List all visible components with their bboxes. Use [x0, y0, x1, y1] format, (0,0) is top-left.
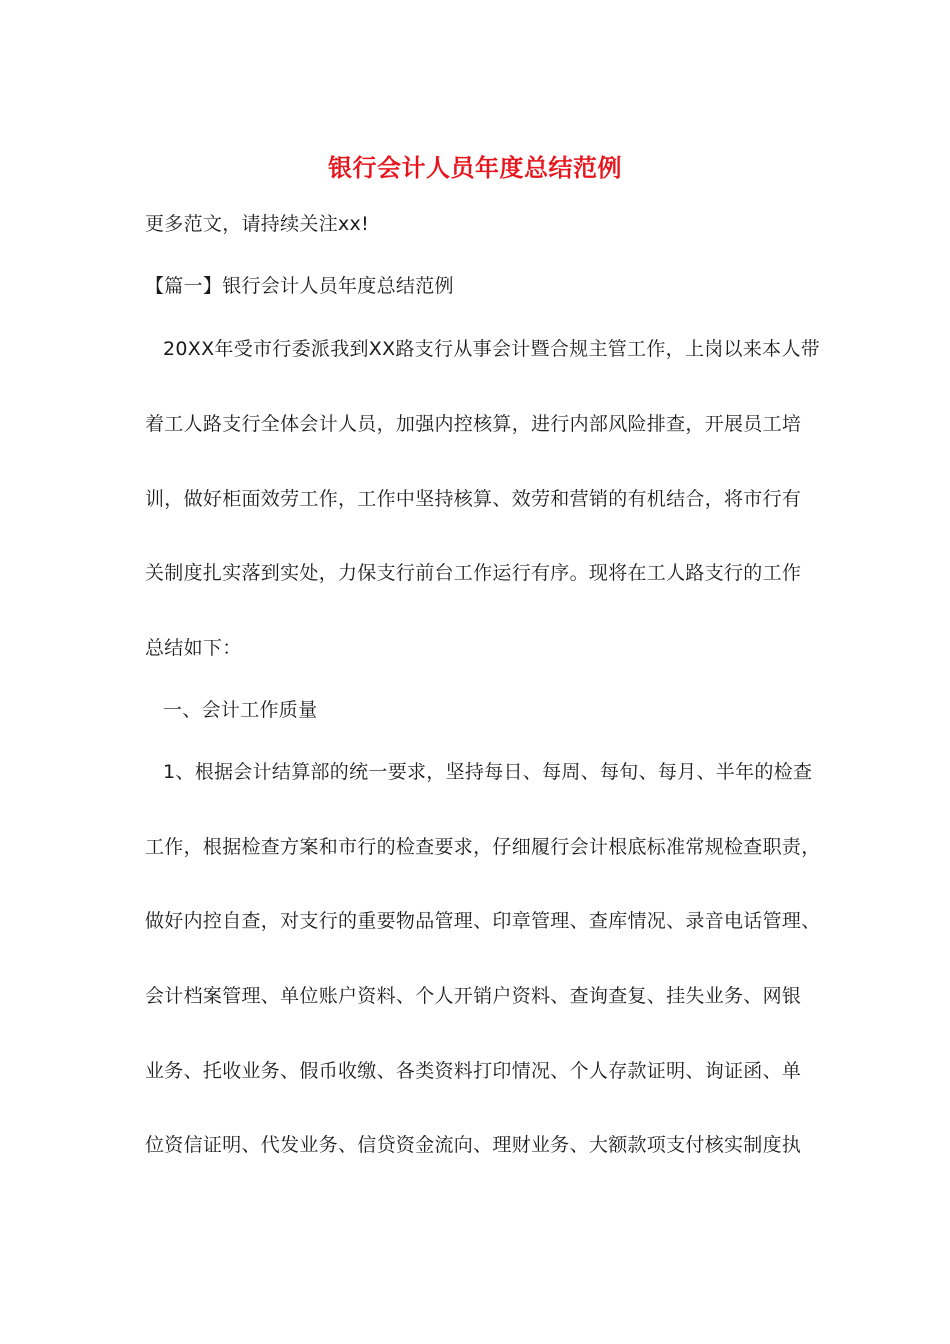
subheading: 一、会计工作质量	[163, 699, 318, 721]
paragraph-line: 1、根据会计结算部的统一要求，坚持每日、每周、每旬、每月、半年的检查	[163, 761, 813, 783]
paragraph-line: 总结如下：	[145, 637, 242, 659]
paragraph-line: 着工人路支行全体会计人员，加强内控核算，进行内部风险排查，开展员工培	[145, 413, 802, 435]
paragraph-line: 做好内控自查，对支行的重要物品管理、印章管理、查库情况、录音电话管理、	[145, 910, 821, 932]
intro-line: 更多范文，请持续关注xx!	[145, 213, 370, 235]
paragraph-line: 工作，根据检查方案和市行的检查要求，仔细履行会计根底标准常规检查职责，	[145, 836, 821, 858]
paragraph-line: 关制度扎实落到实处，力保支行前台工作运行有序。现将在工人路支行的工作	[145, 562, 802, 584]
document-title: 银行会计人员年度总结范例	[328, 154, 622, 182]
section-heading: 【篇一】银行会计人员年度总结范例	[145, 275, 454, 297]
paragraph-line: 会计档案管理、单位账户资料、个人开销户资料、查询查复、挂失业务、网银	[145, 985, 802, 1007]
paragraph-line: 训，做好柜面效劳工作，工作中坚持核算、效劳和营销的有机结合，将市行有	[145, 488, 802, 510]
paragraph-line: 业务、托收业务、假币收缴、各类资料打印情况、个人存款证明、询证函、单	[145, 1060, 802, 1082]
paragraph-line: 20XX年受市行委派我到XX路支行从事会计暨合规主管工作，上岗以来本人带	[163, 338, 821, 360]
paragraph-line: 位资信证明、代发业务、信贷资金流向、理财业务、大额款项支付核实制度执	[145, 1134, 802, 1156]
